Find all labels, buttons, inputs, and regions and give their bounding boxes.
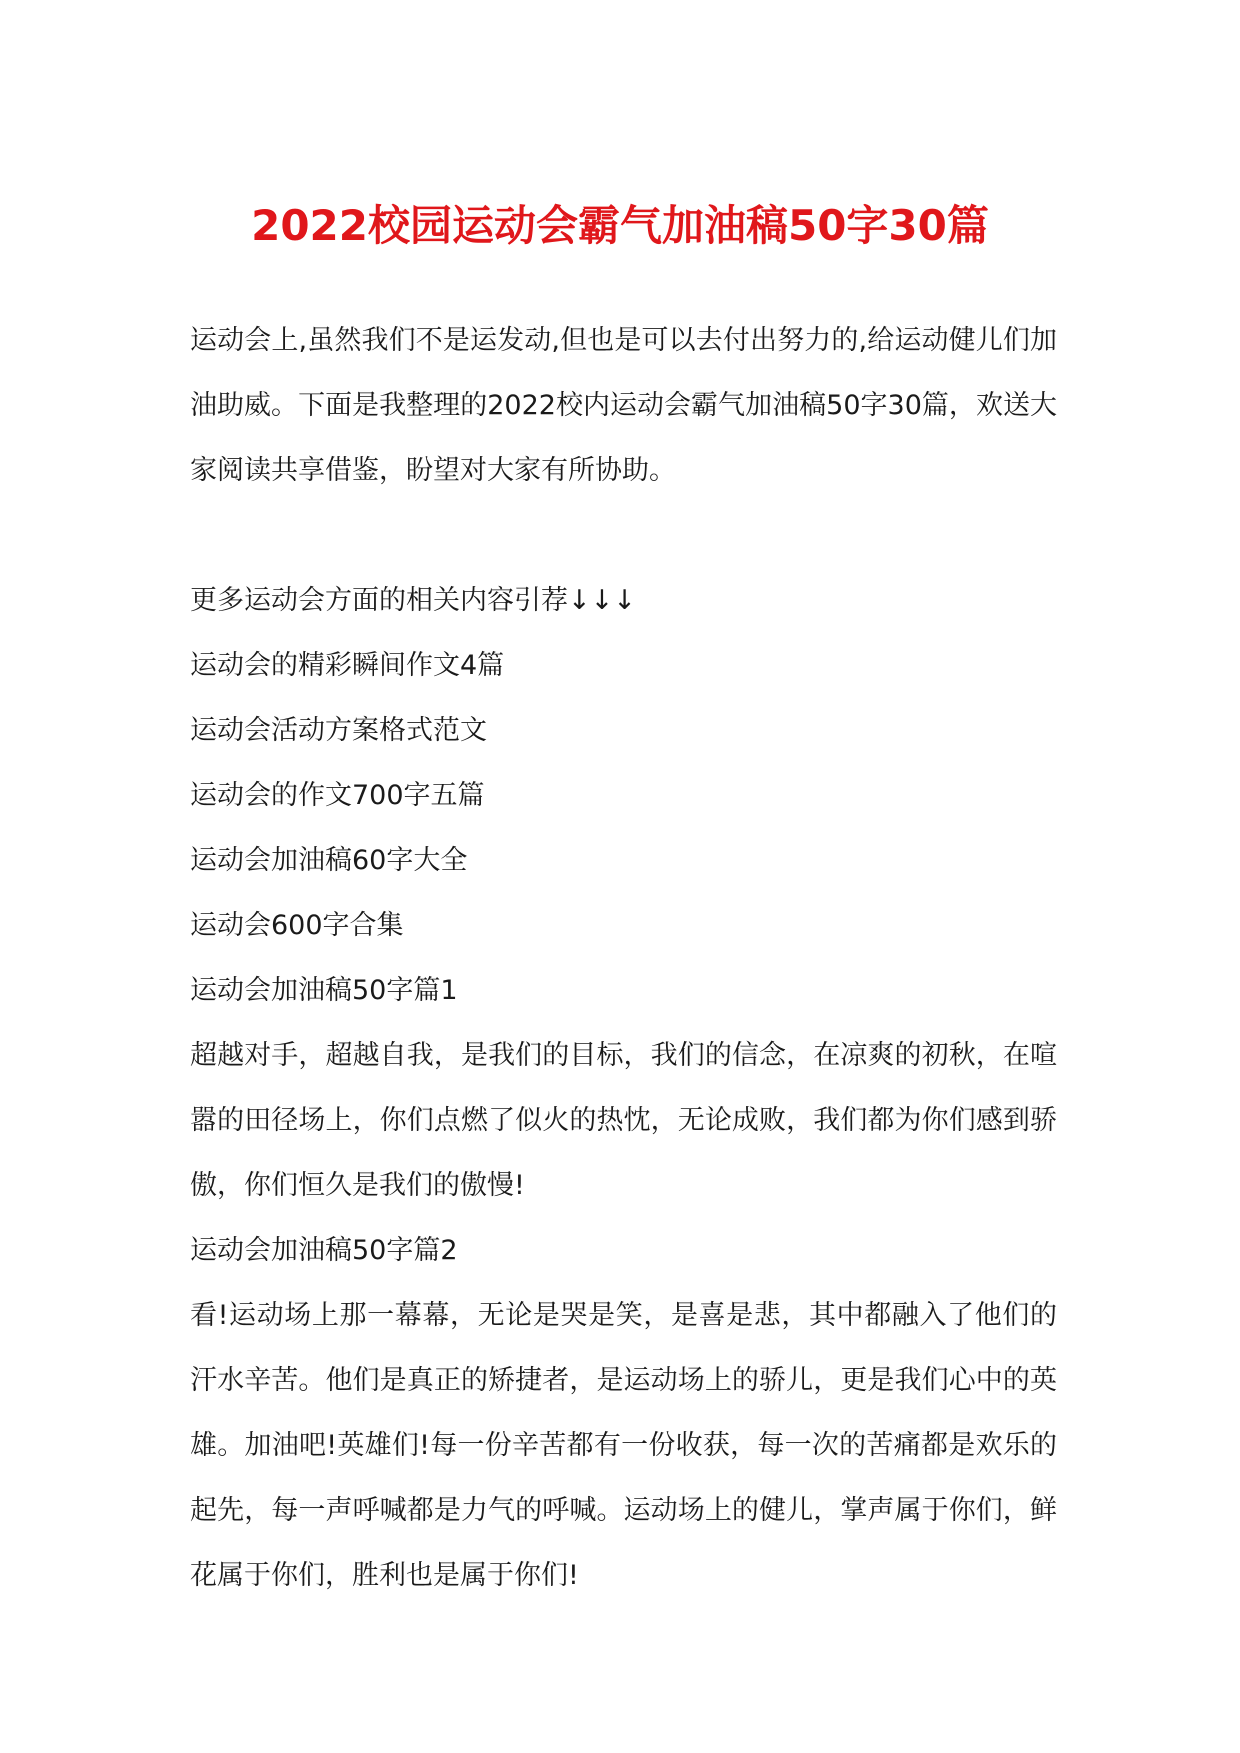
section-2-body: 看!运动场上那一幕幕，无论是哭是笑，是喜是悲，其中都融入了他们的汗水辛苦。他们是真正的矫捷者，是运动场上的骄儿，更是我们心中的英雄。加油吧!英雄们!每一份辛苦都有一份收获，每一次的苦痛都是欢乐的起先，每一声呼喊都是力气的呼喊。运动场上的健儿，掌声属于你们，鲜花属于你们，胜利也是属于你们! [190,1300,1057,1591]
section-1-body: 超越对手，超越自我，是我们的目标，我们的信念，在凉爽的初秋，在喧嚣的田径场上，你们点燃了似火的热忱，无论成败，我们都为你们感到骄傲，你们恒久是我们的傲慢! [190,1040,1057,1201]
related-link-1[interactable]: 运动会的精彩瞬间作文4篇 [190,650,505,681]
section-1-heading: 运动会加油稿50字篇1 [190,975,458,1006]
document-body [190,308,1057,1608]
blank-line [190,503,1057,568]
related-link-2[interactable]: 运动会活动方案格式范文 [190,715,487,746]
related-link-3[interactable]: 运动会的作文700字五篇 [190,780,485,811]
related-heading-text: 更多运动会方面的相关内容引荐 [190,585,568,616]
document-title: 2022校园运动会霸气加油稿50字30篇 [251,201,989,250]
intro-paragraph: 运动会上,虽然我们不是运发动,但也是可以去付出努力的,给运动健儿们加油助威。下面是我整理的2022校内运动会霸气加油稿50字30篇，欢送大家阅读共享借鉴，盼望对大家有所协助。 [190,325,1057,486]
related-heading [190,568,1057,633]
related-link-5[interactable]: 运动会600字合集 [190,910,404,941]
section-2-heading: 运动会加油稿50字篇2 [190,1235,458,1266]
related-link-4[interactable]: 运动会加油稿60字大全 [190,845,468,876]
down-arrows-icon: ↓↓↓ [568,585,636,616]
